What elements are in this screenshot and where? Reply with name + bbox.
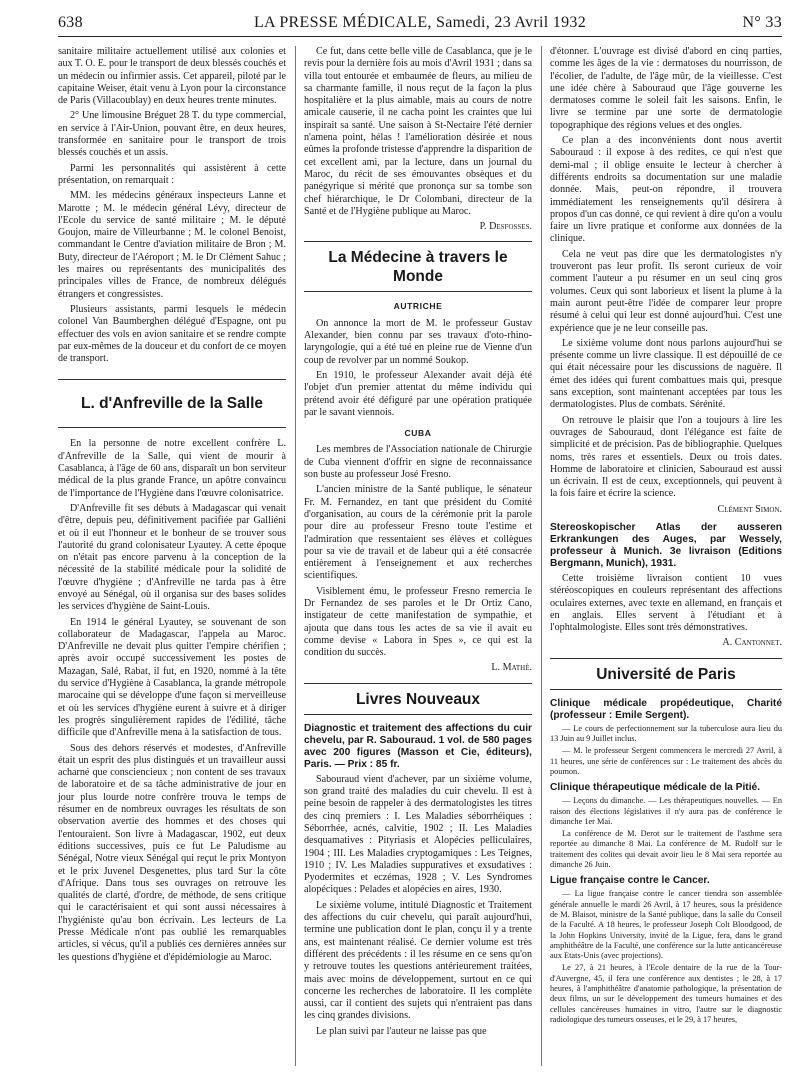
book-title: Diagnostic et traitement des affections du cuir chevelu, par R. Sabouraud. 1 vol. de 580 pages avec 200 figures (Masson et Cie, éditeurs), Paris. — Prix : 85 fr. <box>304 722 532 770</box>
notice-text: La conférence de M. Derot sur le traitement de l'asthme sera reportée au dimanche 8 Mai. La conférence de M. Rudolf sur le traitement des colites qui devait avoir lieu le 8 Mai sera reportée au dimanche 26 Juin. <box>550 829 782 870</box>
journal-title: LA PRESSE MÉDICALE, Samedi, 23 Avril 1932 <box>253 14 586 31</box>
notice-text: — M. le professeur Sergent commencera le mercredi 27 Avril, à 11 heures, une série de conférences sur : Le traitement des abcès du poumon. <box>550 746 782 776</box>
signature: A. Cantonnet. <box>722 637 782 649</box>
book-title: Stereoskopischer Atlas der ausseren Erkrankungen des Auges, par Wessely, professeur à Munich. 3e livraison (Editions Bergmann, Munich), 1931. <box>550 521 782 569</box>
paragraph: sanitaire militaire actuellement utilisé aux colonies et aux T. O. E. pour le transport de deux blessés couchés et un médecin ou infirmier assis. Cet appareil, piloté par le capitaine Weiser, était venu à Lyon pour la circonstance de Paris (Villacoublay) en deux heures trente minutes. <box>58 46 286 107</box>
paragraph: Visiblement ému, le professeur Fresno remercia le Dr Fernandez de ses paroles et le Dr Ortiz Cano, instigateur de cette manifestation de sympathie, et ajouta que dans tous les actes de sa vie il avait eu comme devise « Labora in Spes », ce qui est la condition du succès. <box>304 585 532 659</box>
section-title: Livres Nouveaux <box>304 683 532 715</box>
paragraph: Le plan suivi par l'auteur ne laisse pas que <box>316 1025 487 1037</box>
section-title: Université de Paris <box>550 658 782 690</box>
paragraph: 2° Une limousine Bréguet 28 T. du type commercial, en service à l'Air-Union, pouvant être, en deux heures, transformée en sanitaire pour le transport de trois blessés couchés et un assis. <box>58 110 286 159</box>
paragraph: MM. les médecins généraux inspecteurs Lanne et Marotte ; M. le médecin général Lévy, directeur de l'Ecole du service de santé militaire ; M. le député Goujon, maire de Villeurbanne ; M. le colonel Benoist, commandant le Centre d'aviation militaire de Bron ; M. Buty, directeur de l'Aéroport ; M. le Dr Clément Sahuc ; les maires ou représentants des municipalités des principales villes de France, de nombreux délégués étrangers et congressistes. <box>58 190 286 300</box>
paragraph: Le sixième volume, intitulé Diagnostic et Traitement des affections du cuir chevelu, qui paraît aujourd'hui, termine une publication dont le plan, conçu il y a trente ans, est maintenant réalisé. Ce dernier volume est très différent des précédents : il les résume en ce sens qu'on y retrouve toutes les questions antérieurement traitées, mais avec moins de développement, surtout en ce qui concerne les recherches de laboratoire. Il les complète aussi, car il contient des sujets qui n'entraient pas dans les cinq grandes divisions. <box>304 899 532 1022</box>
section-title: La Médecine à travers le Monde <box>304 241 532 292</box>
column-2 <box>304 46 532 1041</box>
issue-number: N° 33 <box>742 14 782 31</box>
header-rule <box>58 36 782 37</box>
page-number: 638 <box>58 14 83 31</box>
signature: L. Mathé. <box>491 662 532 674</box>
notice-heading: Clinique médicale propédeutique, Charité (professeur : Emile Sergent). <box>550 697 782 721</box>
notice-text: — La ligue française contre le cancer tiendra son assemblée générale annuelle le mardi 26 Avril, à 17 heures, sous la présidence de M. Blaisot, ministre de la Santé publique, dans la salle du Conseil de la Faculté. A 18 heures, le professeur Joseph Colt Bloodgood, de la John Hopkins University, invité de la Ligue, fera, dans le grand amphithéâtre de la Faculté, une conférence sur la lutte anticancéreuse aux Etats-Unis (avec projections). <box>550 889 782 961</box>
notice-text: — Leçons du dimanche. — Les thérapeutiques nouvelles. — En raison des élections législatives il n'y aura pas de conférence le dimanche 1er Mai. <box>550 796 782 826</box>
paragraph: d'étonner. L'ouvrage est divisé d'abord en cinq parties, comme les âges de la vie : dermatoses du nourrisson, de l'écolier, de l'adulte, de l'âge mûr, de la vieillesse. C'est une idée chère à Sabouraud que l'âge gouverne les dermatoses comme le soleil fait les saisons. Enfin, le livre se termine par une sorte de dermatologie topographique des régions velues et des ongles. <box>550 46 782 131</box>
paragraph: Cette troisième livraison contient 10 vues stéréoscopiques en couleurs représentant des affections oculaires externes, avec texte en allemand, en français et en anglais. Elles servent à l'étudiant et à l'ophtalmologiste. Elles sont très démonstratives. <box>550 572 782 634</box>
paragraph: On retrouve le plaisir que l'on a toujours à lire les ouvrages de Sabouraud, dont l'élégance est faite de simplicité et de précision. Pas de bibliographie. Quelques noms, très rares et essentiels. Deux ou trois dates. Homme de laboratoire et clinicien, Sabouraud est aussi un écrivain. Il est de ceux, exceptionnels, qui peuvent à la fois faire et écrire la science. <box>550 414 782 500</box>
paragraph: Parmi les personnalités qui assistèrent à cette présentation, on remarquait : <box>58 162 286 186</box>
column-3 <box>550 46 782 1027</box>
paragraph: Plusieurs assistants, parmi lesquels le médecin colonel Van Baumberghen délégué d'Espagne, ont pu effectuer des vols en avion sanitaire et se rendre compte par eux-mêmes de la douceur et du confort de ce moyen de transport. <box>58 303 286 365</box>
column-divider <box>295 46 296 1066</box>
paragraph: L'ancien ministre de la Santé publique, le sénateur Fr. M. Fernandez, en tant que président du Comité d'organisation, au cours de la cérémonie prit la parole pour dire au professeur Fresno toute l'estime et l'admiration que ressentaient ses élèves et collègues pour sa vie de travail et de labeur qui a été consacrée entièrement à l'enseignement et aux recherches scientifiques. <box>304 484 532 582</box>
paragraph: Sous des dehors réservés et modestes, d'Anfreville était un esprit des plus distingués et un travailleur aussi acharné que consciencieux ; non content de ses travaux de laboratoire et de sa tâche administrative de jour en jour plus lourde notre confrère trouva le temps de résumer en de nombreux ouvrages les résultats de son observation avertie des hommes et des choses qui l'entouraient. Son livre à Madagascar, 1902, eut deux éditions successives, puis ce fut Le Paludisme au Sénégal, Notre vieux Sénégal qui reçut le prix Montyon et le prix Juvenel Desgenettes, plus tard Sur la côte d'Afrique. Dans tous ses ouvrages on retrouve les qualités de clarté, d'ordre, de méthode, de sens critique qui le caractérisaient et qui sont aussi nécessaires à l'hygiéniste qu'au bon écrivain. Les lecteurs de La Presse Médicale n'ont pas oublié les remarquables articles, si vécus, qu'il a publiés ces dernières années sur les questions d'hygiène et d'épidémiologie au Maroc. <box>58 742 286 963</box>
paragraph: D'Anfreville fit ses débuts à Madagascar qui venait d'être, depuis peu, définitivement pacifiée par Galliéni et où il eut l'honneur et le bonheur de se trouver sous l'autorité du grand colonisateur Lyautey. A cette époque on n'était pas encore parvenu à la conception de la nécessité de la stabilité médicale pour la solidité de l'œuvre d'hygiène ; d'Anfreville ne tarda pas à être envoyé au Sénégal, où il organisa sur des bases solides les services d'hygiène de Saint-Louis. <box>58 502 286 613</box>
paragraph: Ce fut, dans cette belle ville de Casablanca, que je le revis pour la dernière fois au mois d'Avril 1931 ; dans sa villa tout entourée et embaumée de fleurs, au milieu de sa charmante famille, il nous reçut de la façon la plus hospitalière et la plus aimable, mais au cours de notre amicale causerie, il ne cacha point les craintes que lui inspirait sa santé. Une saison à St-Nectaire l'été dernier n'amena point, hélas ! l'amélioration désirée et nous eûmes la profonde tristesse d'apprendre la disparition de cet excellent ami, par la lecture, dans un journal du Maroc, du récit de ses émouvantes obsèques et du panégyrique si mérité que prononça sur sa tombe son chef hiérarchique, le Dr Colombani, directeur de la Santé et de l'Hygiène publique au Maroc. <box>304 46 532 217</box>
notice-text: Le 27, à 21 heures, à l'Ecole dentaire de la rue de la Tour-d'Auvergne, 45, il fera une conférence aux dentistes ; le 28, à 17 heures, à l'amphithéâtre d'anatomie pathologique, la présentation de deux films, un sur le développement des tumeurs humaines et des cellules cancéreuses humaines in vitro, l'autre sur le diagnostic radiologique des tumeurs osseuses, et le 29, à 17 heures, <box>550 963 782 1024</box>
section-title: L. d'Anfreville de la Salle <box>58 379 286 428</box>
university-notices <box>550 698 782 1025</box>
paragraph: En 1910, le professeur Alexander avait déjà été l'objet d'un premier attentat du même individu qui prétend avoir été défiguré par une opération pratiquée par le savant viennois. <box>304 369 532 418</box>
signature: Clément Simon. <box>717 503 782 515</box>
paragraph: Cela ne veut pas dire que les dermatologistes n'y trouveront pas leur profit. Ils seront curieux de voir comment l'auteur a pu résumer en un seul cinq gros volumes. Ceux qui sont laborieux et lisent la plume à la main auront peut-être l'idée de comparer leur propre résumé à celui qui leur est donné aujourd'hui. C'est une expérience que je ne leur conseille pas. <box>550 248 782 334</box>
paragraph: Le sixième volume dont nous parlons aujourd'hui se présente comme un livre classique. Il est dépouillé de ce qui était nécessaire pour les discussions de naguère. Il émet des idées qui furent combattues mais qui, presque sans exception, sont maintenant acceptées par tous les dermatologistes. Plus de combats. Sérénité. <box>550 337 782 411</box>
signature: P. Desfosses. <box>479 221 532 233</box>
page-header <box>58 14 782 34</box>
column-divider <box>541 46 542 1066</box>
notice-heading: Ligue française contre le Cancer. <box>550 875 710 887</box>
paragraph: En 1914 le général Lyautey, se souvenant de son collaborateur de Madagascar, l'appela au Maroc. D'Anfreville ne devait plus quitter l'empire chérifien ; après avoir occupé successivement les postes de Mazagan, Salé, Rabat, il fut, en 1920, nommé à la tête du service d'Hygiène à Casablanca, la grande métropole marocaine qui se développe d'une façon si merveilleuse et où les services d'hygiène eurent à suivre et à diriger les progrès singulièrement rapides de l'édilité, tâche difficile que d'Anfreville mena à la satisfaction de tous. <box>58 616 286 739</box>
column-1 <box>58 46 286 967</box>
country-subheading: CUBA <box>404 428 432 439</box>
paragraph: Les membres de l'Association nationale de Chirurgie de Cuba viennent d'offrir en signe de reconnaissance son buste au professeur José Fresno. <box>304 444 532 481</box>
notice-heading: Clinique thérapeutique médicale de la Pitié. <box>550 782 761 794</box>
paragraph: En la personne de notre excellent confrère L. d'Anfreville de la Salle, qui vient de mourir à Casablanca, à l'âge de 60 ans, disparaît un bon serviteur médical de la plus grande France, un apôtre convaincu de l'importance de l'Hygiène dans l'œuvre colonisatrice. <box>58 438 286 499</box>
paragraph: On annonce la mort de M. le professeur Gustav Alexander, bien connu par ses travaux d'oto-rhino-laryngologie, qui a été tué en pleine rue de Vienne d'un coup de revolver par un nommé Soukop. <box>304 317 532 366</box>
paragraph: Sabouraud vient d'achever, par un sixième volume, son grand traité des maladies du cuir chevelu. Il est à peine besoin de rappeler à des dermatologistes les titres des cinq premiers : I. Les Maladies séborrhéiques : Séborrhée, acnés, calvitie, 1902 ; II. Les Maladies desquamatives : Pityriasis et Alopécies pelliculaires, 1904 ; III. Les Maladies cryptogamiques : Les Teignes, 1910 ; IV. Les Maladies suppuratives et exsudatives : Pyodermites et eczémas, 1928 ; V. Les Syndromes alopéciques : Pelades et alopécies en aires, 1930. <box>304 773 532 896</box>
country-subheading: AUTRICHE <box>393 301 443 312</box>
paragraph: Ce plan a des inconvénients dont nous avertit Sabouraud : il expose à des redites, ce qui n'est que demi-mal ; il oblige ensuite le lecteur à chercher à différents endroits sa documentation sur une maladie donnée. Mais, peut-on répondre, il trouvera immédiatement les renseignements qu'il désirera à propos d'un cas donné, ce qui revient à dire qu'on a voulu faire un livre pratique et conforme aux données de la clinique. <box>550 135 782 245</box>
notice-text: — Le cours de perfectionnement sur la tuberculose aura lieu du 13 Juin au 9 Juillet inclus. <box>550 723 782 744</box>
